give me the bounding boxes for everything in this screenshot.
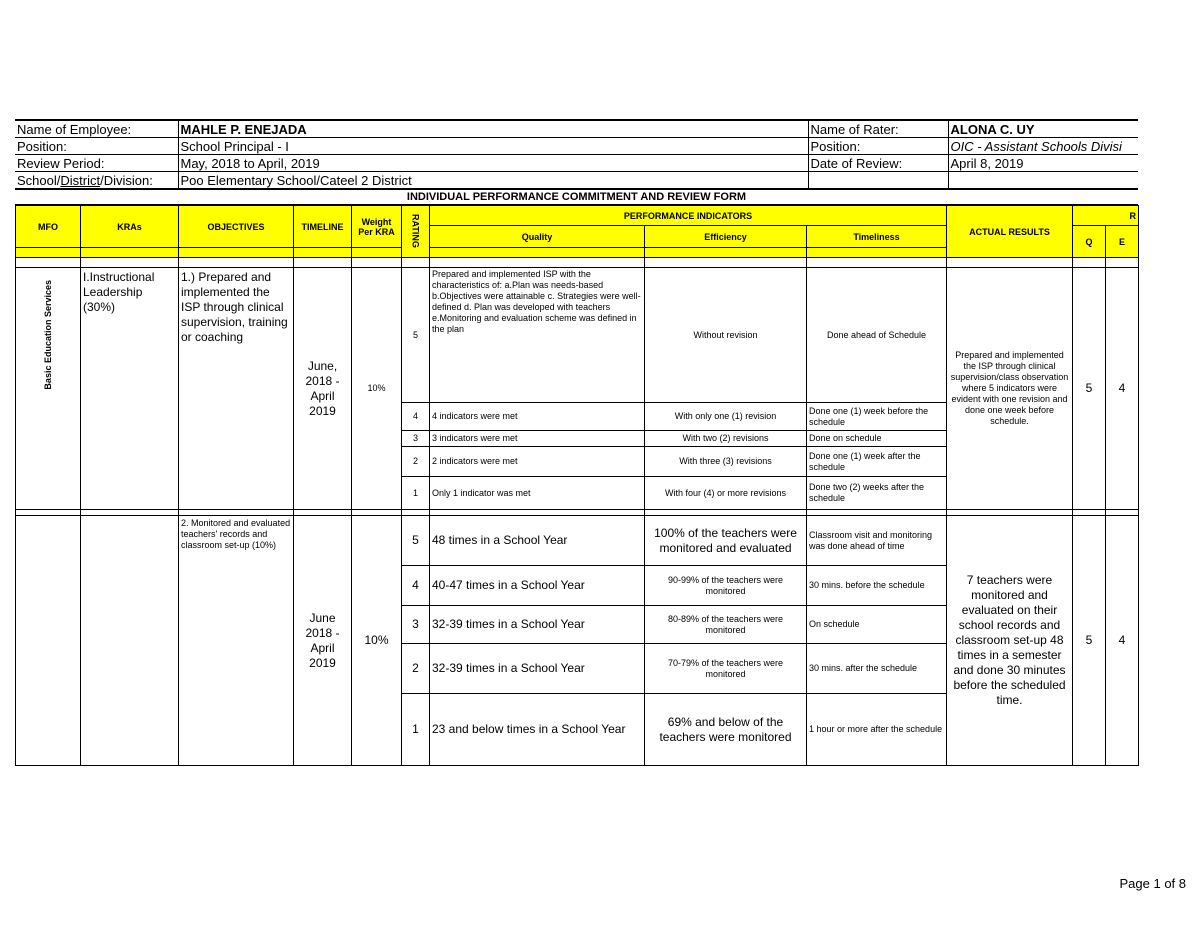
quality-cell: 2 indicators were met [430,447,645,477]
efficiency-cell: 90-99% of the teachers were monitored [645,566,807,606]
review-date-label: Date of Review: [808,155,948,172]
efficiency-cell: With two (2) revisions [645,431,807,447]
school-label [15,172,178,190]
timeliness-cell: Done one (1) week before the schedule [807,403,947,431]
spacer-cell [352,258,402,268]
efficiency-cell: Without revision [645,268,807,403]
performance-table [15,205,1139,766]
spacer-cell [1073,258,1106,268]
header-efficiency: Efficiency [645,226,807,248]
quality-cell: 23 and below times in a School Year [430,694,645,766]
form-title: INDIVIDUAL PERFORMANCE COMMITMENT AND REVIEW FORM [15,190,1138,205]
rater-position-label: Position: [808,138,948,155]
employee-position: School Principal - I [178,138,808,155]
header-spacer [352,248,402,258]
header-objectives: OBJECTIVES [179,206,294,248]
school-value: Poo Elementary School/Cateel 2 District [178,172,808,190]
header-rating-text: RATING [410,213,421,248]
header-rating [402,206,430,258]
rating-cell: 2 [402,644,430,694]
header-performance-indicators: PERFORMANCE INDICATORS [430,206,947,226]
header-spacer [645,248,807,258]
timeliness-cell: Classroom visit and monitoring was done ahead of time [807,516,947,566]
spacer-cell [807,258,947,268]
quality-cell: 32-39 times in a School Year [430,644,645,694]
blank-cell [808,172,948,190]
weight-cell: 10% [352,268,402,510]
spacer-cell [947,258,1073,268]
spacer-cell [16,258,81,268]
kra-cell: I.Instructional Leadership (30%) [81,268,179,510]
quality-cell: 40-47 times in a School Year [430,566,645,606]
employee-name: MAHLE P. ENEJADA [178,120,808,138]
mfo-cell [16,268,81,510]
rating-cell: 1 [402,477,430,510]
header-timeline: TIMELINE [294,206,352,248]
rating-cell: 4 [402,403,430,431]
header-spacer [16,248,81,258]
rating-cell: 2 [402,447,430,477]
objective-cell: 1.) Prepared and implemented the ISP through clinical supervision, training or coaching [179,268,294,510]
rating-cell: 1 [402,694,430,766]
rating-cell: 5 [402,516,430,566]
spacer-cell [645,258,807,268]
header-spacer [294,248,352,258]
rater-position: OIC - Assistant Schools Divisi [948,138,1138,155]
employee-info-table [15,119,1138,190]
rating-e-cell: 4 [1106,516,1139,766]
header-actual-results: ACTUAL RESULTS [947,206,1073,258]
timeliness-cell: 1 hour or more after the schedule [807,694,947,766]
header-spacer [807,248,947,258]
page-number: Page 1 of 8 [1119,876,1186,891]
review-period-label: Review Period: [15,155,178,172]
quality-cell: Prepared and implemented ISP with the characteristics of: a.Plan was needs-based b.Objectives were attainable c. Strategies were well-defined d. Plan was developed with teachers e.Monitoring and evaluation scheme was defined in the plan [430,268,645,403]
mfo-cell [16,516,81,766]
header-spacer [81,248,179,258]
timeline-cell: June 2018 - April 2019 [294,516,352,766]
spacer-cell [1106,258,1139,268]
mfo-label: Basic Education Services [42,280,53,390]
kra-cell [81,516,179,766]
rater-name: ALONA C. UY [948,120,1138,138]
header-spacer [179,248,294,258]
timeliness-cell: 30 mins. after the schedule [807,644,947,694]
form-sheet [15,119,1138,766]
rating-e-cell: 4 [1106,268,1139,510]
employee-position-label: Position: [15,138,178,155]
rating-q-cell: 5 [1073,516,1106,766]
header-rating-group: R [1073,206,1139,226]
rating-cell: 4 [402,566,430,606]
header-q: Q [1073,226,1106,258]
review-period: May, 2018 to April, 2019 [178,155,808,172]
objective-cell: 2. Monitored and evaluated teachers' records and classroom set-up (10%) [179,516,294,766]
school-label-part: /Division: [100,172,153,188]
employee-name-label: Name of Employee: [15,120,178,138]
quality-cell: 32-39 times in a School Year [430,606,645,644]
efficiency-cell: 70-79% of the teachers were monitored [645,644,807,694]
efficiency-cell: With only one (1) revision [645,403,807,431]
efficiency-cell: With four (4) or more revisions [645,477,807,510]
efficiency-cell: 69% and below of the teachers were monitored [645,694,807,766]
header-spacer [430,248,645,258]
rating-cell: 3 [402,431,430,447]
header-weight: Weight Per KRA [352,206,402,248]
timeliness-cell: Done two (2) weeks after the schedule [807,477,947,510]
spacer-cell [294,258,352,268]
rater-name-label: Name of Rater: [808,120,948,138]
timeliness-cell: Done one (1) week after the schedule [807,447,947,477]
spacer-cell [402,258,430,268]
table-row [16,268,1139,403]
school-label-part: School/ [17,172,61,188]
quality-cell: Only 1 indicator was met [430,477,645,510]
rating-q-cell: 5 [1073,268,1106,510]
timeliness-cell: On schedule [807,606,947,644]
quality-cell: 4 indicators were met [430,403,645,431]
spacer-cell [81,258,179,268]
actual-results-cell: Prepared and implemented the ISP through clinical supervision/class observation where 5 indicators were evident with one revision and done one week before schedule. [947,268,1073,510]
header-timeliness: Timeliness [807,226,947,248]
rating-cell: 5 [402,268,430,403]
quality-cell: 3 indicators were met [430,431,645,447]
efficiency-cell: With three (3) revisions [645,447,807,477]
review-date: April 8, 2019 [948,155,1138,172]
school-label-district: District [60,172,101,188]
blank-cell [948,172,1138,190]
header-e: E [1106,226,1139,258]
header-kras: KRAs [81,206,179,248]
timeliness-cell: Done on schedule [807,431,947,447]
header-mfo: MFO [16,206,81,248]
efficiency-cell: 80-89% of the teachers were monitored [645,606,807,644]
efficiency-cell: 100% of the teachers were monitored and evaluated [645,516,807,566]
timeline-cell: June, 2018 - April 2019 [294,268,352,510]
spacer-cell [430,258,645,268]
rating-cell: 3 [402,606,430,644]
spacer-cell [179,258,294,268]
quality-cell: 48 times in a School Year [430,516,645,566]
header-quality: Quality [430,226,645,248]
weight-cell: 10% [352,516,402,766]
table-row [16,516,1139,566]
timeliness-cell: Done ahead of Schedule [807,268,947,403]
timeliness-cell: 30 mins. before the schedule [807,566,947,606]
actual-results-cell: 7 teachers were monitored and evaluated on their school records and classroom set-up 48 times in a semester and done 30 minutes before the scheduled time. [947,516,1073,766]
